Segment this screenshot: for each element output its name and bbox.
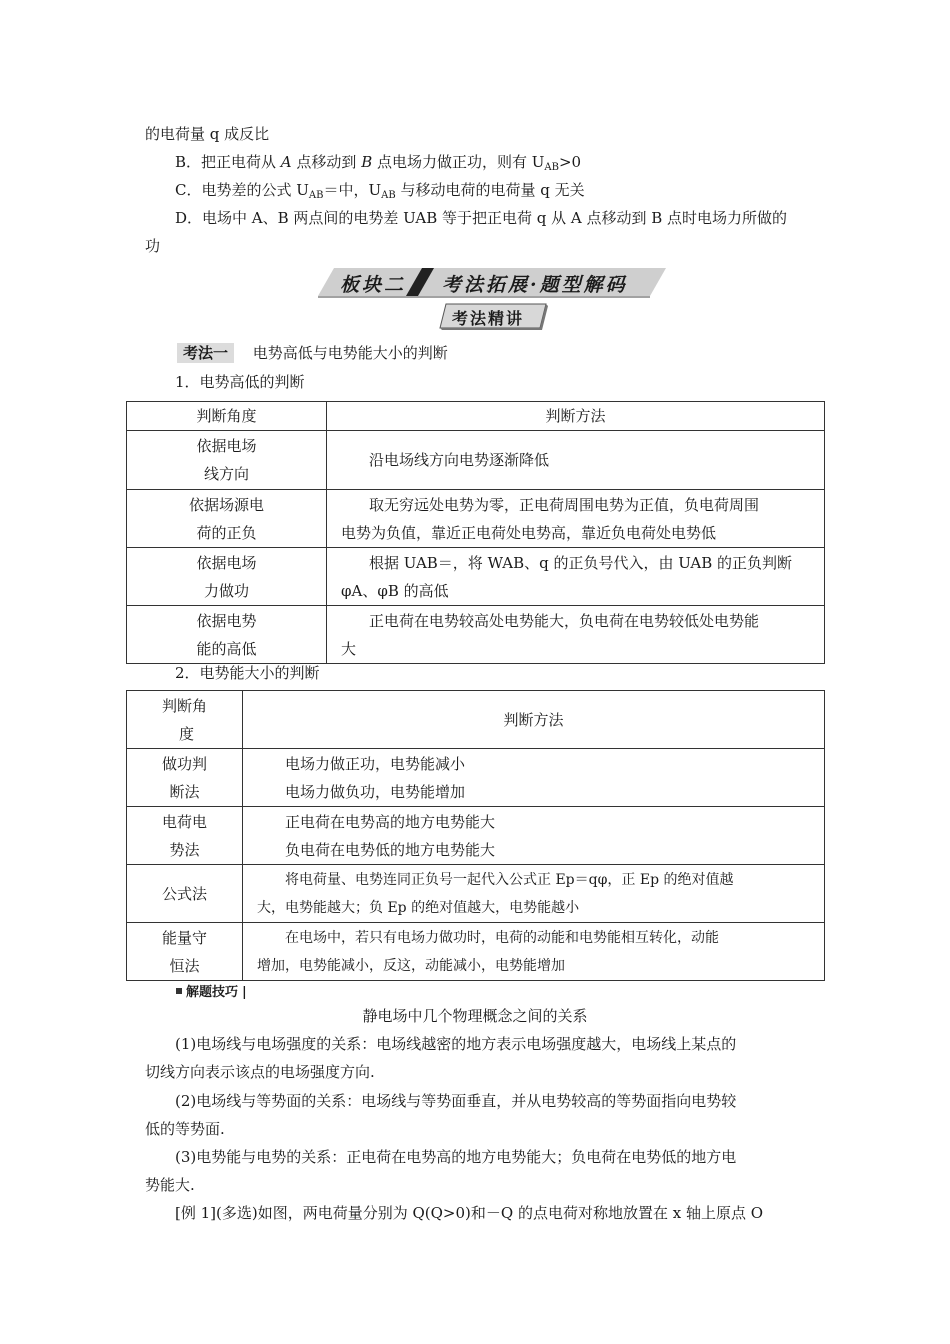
- option-d-continuation: 功: [145, 237, 161, 255]
- table-row: [127, 606, 825, 664]
- criterion-cell: 能量守 恒法: [127, 923, 243, 981]
- subheading-1: 1．电势高低的判断: [175, 373, 305, 391]
- banner-left-label: 板块二: [340, 274, 407, 296]
- example-1: [例 1](多选)如图，两电荷量分别为 Q(Q>0)和－Q 的点电荷对称地放置在 x 轴上原点 O: [175, 1204, 764, 1222]
- header-cell: 判断角度: [127, 402, 327, 431]
- header-cell: 判断角 度: [127, 691, 243, 749]
- criterion-cell: 依据场源电 荷的正负: [127, 490, 327, 548]
- method-cell: 沿电场线方向电势逐渐降低: [327, 431, 825, 490]
- table-row: [127, 431, 825, 490]
- header-cell: 判断方法: [243, 691, 825, 749]
- option-b: B．把正电荷从 A 点移动到 B 点电场力做正功，则有 $U_{AB}>0$: [175, 153, 582, 173]
- criterion-cell: 公式法: [127, 865, 243, 923]
- tips-title: 静电场中几个物理概念之间的关系: [362, 1007, 588, 1025]
- criterion-cell: 依据电场 力做功: [127, 548, 327, 606]
- table-row: [127, 490, 825, 548]
- method-title: 电势高低与电势能大小的判断: [252, 344, 448, 362]
- potential-judgment-table: [126, 401, 825, 664]
- tips-point-1: (1)电场线与电场强度的关系：电场线越密的地方表示电场强度越大，电场线上某点的: [175, 1035, 737, 1053]
- method-cell: 正电荷在电势高的地方电势能大 负电荷在电势低的地方电势能大: [243, 807, 825, 865]
- section-banner: [318, 266, 668, 298]
- tips-point-3: (3)电势能与电势的关系：正电荷在电势高的地方电势能大；负电荷在电势低的地方电: [175, 1148, 737, 1166]
- method-cell: 根据 UAB＝，将 WAB、q 的正负号代入，由 UAB 的正负判断 φA、φB 的高低: [327, 548, 825, 606]
- subheading-2: 2．电势能大小的判断: [175, 664, 320, 682]
- method-cell: 在电场中，若只有电场力做功时，电荷的动能和电势能相互转化，动能 增加，电势能减小，反这，动能减小，电势能增加: [243, 923, 825, 981]
- tips-point-2: (2)电场线与等势面的关系：电场线与等势面垂直，并从电势较高的等势面指向电势较: [175, 1092, 737, 1110]
- table-row: [127, 548, 825, 606]
- sub-banner: [438, 303, 548, 330]
- method-tag: 考法一: [177, 343, 234, 363]
- method-cell: 将电荷量、电势连同正负号一起代入公式正 Ep＝qφ，正 Ep 的绝对值越 大，电势能越大；负 Ep 的绝对值越大，电势能越小: [243, 865, 825, 923]
- tips-label: 解题技巧 |: [176, 983, 247, 1003]
- method-cell: 电场力做正功，电势能减小 电场力做负功，电势能增加: [243, 749, 825, 807]
- energy-judgment-table: [126, 690, 825, 981]
- table-header-row: [127, 402, 825, 431]
- table-row: [127, 923, 825, 981]
- criterion-cell: 依据电场 线方向: [127, 431, 327, 490]
- option-a-continuation: 的电荷量 q 成反比: [145, 125, 270, 143]
- method-cell: 取无穷远处电势为零，正电荷周围电势为正值，负电荷周围 电势为负值，靠近正电荷处电势高，靠近负电荷处电势低: [327, 490, 825, 548]
- tips-square-icon: [176, 988, 182, 994]
- method-cell: 正电荷在电势较高处电势能大，负电荷在电势较低处电势能 大: [327, 606, 825, 664]
- table-row: [127, 865, 825, 923]
- header-cell: 判断方法: [327, 402, 825, 431]
- method-heading: [177, 343, 448, 363]
- tips-point-2-cont: 低的等势面.: [145, 1120, 225, 1138]
- option-d: D．电场中 A、B 两点间的电势差 UAB 等于把正电荷 q 从 A 点移动到 B 点时电场力所做的: [175, 209, 788, 227]
- table-header-row: [127, 691, 825, 749]
- banner-right-label: 考法拓展·题型解码: [442, 274, 628, 296]
- option-c: C．电势差的公式 $U_{AB}=$中，$U_{AB}$ 与移动电荷的电荷量 q 无关: [175, 181, 585, 201]
- tips-point-1-cont: 切线方向表示该点的电场强度方向.: [145, 1063, 375, 1081]
- criterion-cell: 做功判 断法: [127, 749, 243, 807]
- table-row: [127, 807, 825, 865]
- sub-banner-label: 考法精讲: [452, 309, 525, 328]
- criterion-cell: 电荷电 势法: [127, 807, 243, 865]
- criterion-cell: 依据电势 能的高低: [127, 606, 327, 664]
- tips-point-3-cont: 势能大.: [145, 1176, 195, 1194]
- table-row: [127, 749, 825, 807]
